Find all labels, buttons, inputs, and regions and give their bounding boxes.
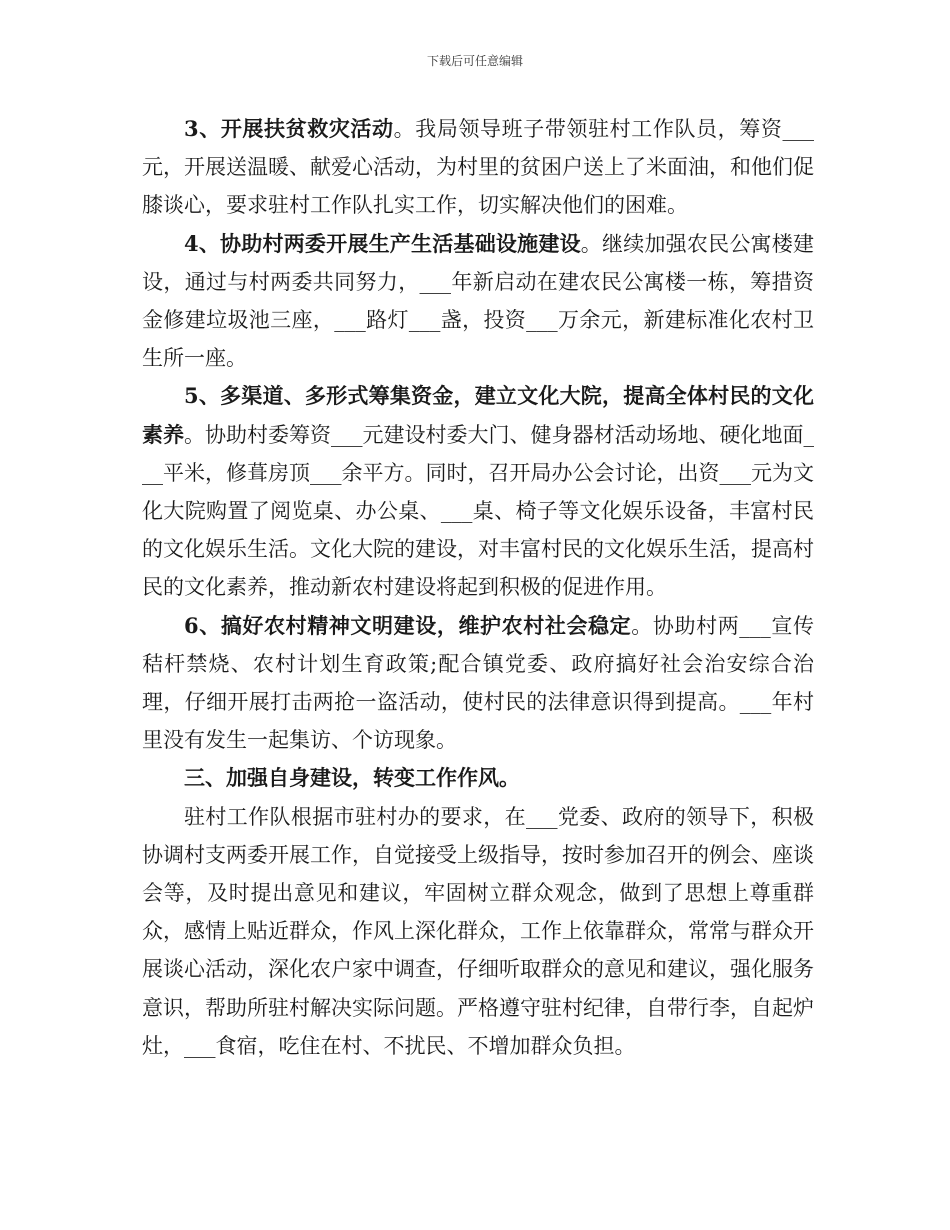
- paragraph-text: 。我局领导班子带领驻村工作队员，筹资___元，开展送温暖、献爱心活动，为村里的贫困户送上了米面油，和他们促膝谈心，要求驻村工作队扎实工作，切实解决他们的困难。: [142, 117, 814, 218]
- paragraph-infrastructure: [142, 225, 814, 378]
- paragraph-text: 驻村工作队根据市驻村办的要求，在___党委、政府的领导下，积极协调村支两委开展工作，自觉接受上级指导，按时参加召开的例会、座谈会等，及时提出意见和建议，牢固树立群众观念，做到了思想上尊重群众，感情上贴近群众，作风上深化群众，工作上依靠群众，常常与群众开展谈心活动，深化农户家中调查，仔细听取群众的意见和建议，强化服务意识，帮助所驻村解决实际问题。严格遵守驻村纪律，自带行李，自起炉灶，___食宿，吃住在村、不扰民、不增加群众负担。: [142, 804, 814, 1058]
- paragraph-text: 。继续加强农民公寓楼建设，通过与村两委共同努力，___年新启动在建农民公寓楼一栋，筹措资金修建垃圾池三座，___路灯___盏，投资___万余元，新建标准化农村卫生所一座。: [142, 231, 814, 371]
- paragraph-text: 。协助村两___宣传秸杆禁烧、农村计划生育政策;配合镇党委、政府搞好社会治安综合治理，仔细开展打击两抢一盗活动，使村民的法律意识得到提高。___年村里没有发生一起集访、个访现象。: [142, 613, 814, 753]
- paragraph-poverty-relief: [142, 110, 814, 225]
- paragraph-heading: 4、协助村两委开展生产生活基础设施建设: [184, 230, 581, 256]
- page-header: 下载后可任意编辑: [426, 54, 523, 68]
- document-body: [142, 110, 814, 1065]
- paragraph-work-style: [142, 798, 814, 1065]
- section-heading: [142, 759, 814, 797]
- paragraph-heading: 6、搞好农村精神文明建设，维护农村社会稳定: [184, 612, 632, 638]
- paragraph-heading: 5、多渠道、多形式筹集资金，建立文化大院，提高全体村民的文化素养: [142, 383, 814, 447]
- paragraph-civilization: [142, 607, 814, 760]
- paragraph-heading: 3、开展扶贫救灾活动: [184, 116, 394, 141]
- section-heading-text: 三、加强自身建设，转变工作作风。: [184, 765, 520, 791]
- paragraph-culture-center: [142, 377, 814, 606]
- paragraph-text: 。协助村委筹资___元建设村委大门、健身器材活动场地、硬化地面___平米，修葺房顶___余平方。同时，召开局办公会讨论，出资___元为文化大院购置了阅览桌、办公桌、___桌、椅子等文化娱乐设备，丰富村民的文化娱乐生活。文化大院的建设，对丰富村民的文化娱乐生活，提高村民的文化素养，推动新农村建设将起到积极的促进作用。: [142, 422, 814, 600]
